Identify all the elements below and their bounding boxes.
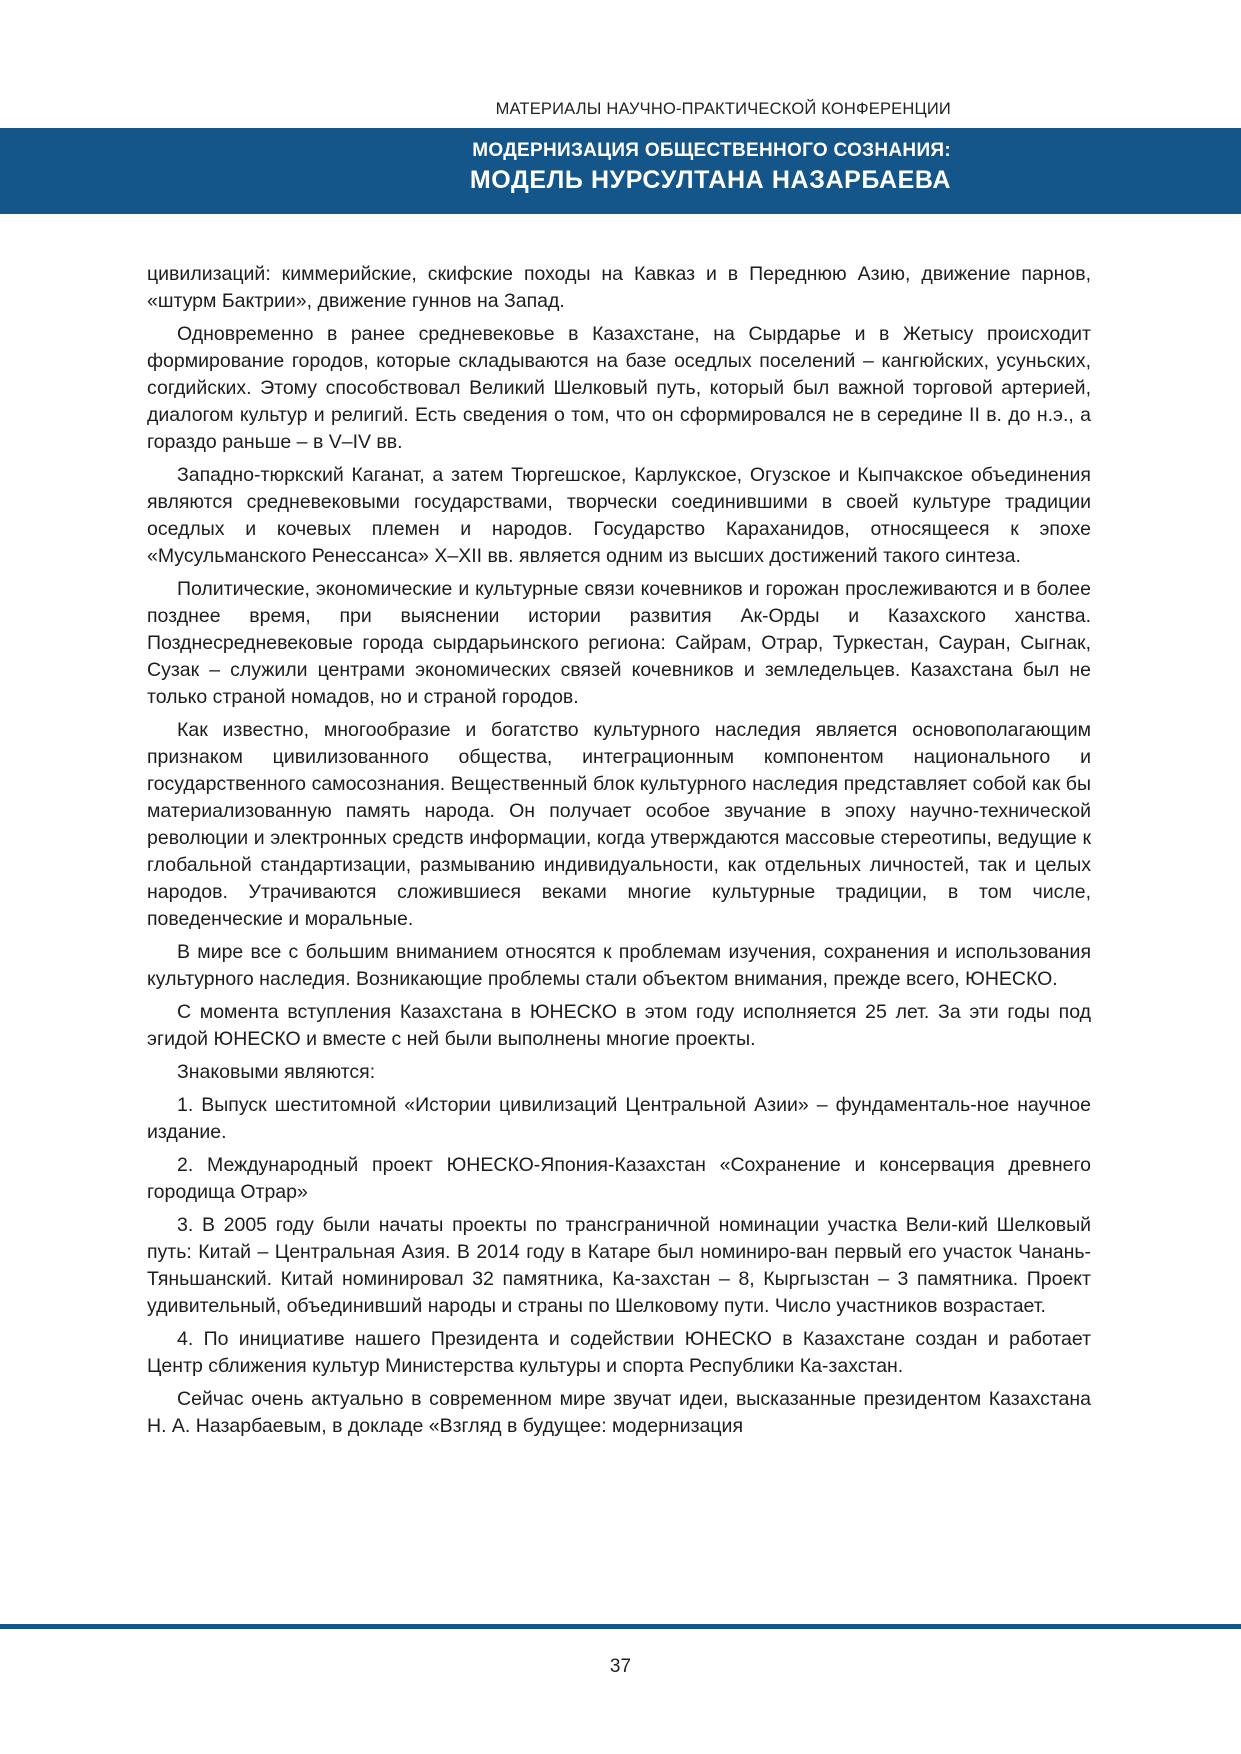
paragraph: Западно-тюркский Каганат, а затем Тюргешское, Карлукское, Огузское и Кыпчакское объединения являются средневековыми государствами, творчески соединившими в своей культуре традиции оседлых и кочевых племен и народов. Государство Караханидов, относящееся к эпохе «Мусульманского Ренессанса» X–XII вв. является одним из высших достижений такого синтеза. <box>147 464 1091 567</box>
paragraph: цивилизаций: киммерийские, скифские походы на Кавказ и в Переднюю Азию, движение парнов, «штурм Бактрии», движение гуннов на Запад. <box>147 263 1091 312</box>
paragraph: В мире все с большим вниманием относятся к проблемам изучения, сохранения и использования культурного наследия. Возникающие проблемы стали объектом внимания, прежде всего, ЮНЕСКО. <box>147 941 1091 990</box>
paragraph: Одновременно в ранее средневековье в Казахстане, на Сырдарье и в Жетысу происходит формирование городов, которые складываются на базе оседлых поселений – кангюйских, усуньских, согдийских. Этому способствовал Великий Шелковый путь, который был важной торговой артерией, диалогом культур и религий. Есть сведения о том, что он сформировался не в середине II в. до н.э., а гораздо раньше – в V–IV вв. <box>147 323 1091 453</box>
paragraph: Сейчас очень актуально в современном мире звучат идеи, высказанные президентом Казахстана Н. А. Назарбаевым, в докладе «Взгляд в будущее: модернизация <box>147 1388 1091 1437</box>
list-item: 3. В 2005 году были начаты проекты по трансграничной номинации участка Вели-кий Шелковый путь: Китай – Центральная Азия. В 2014 году в Катаре был номиниро-ван первый его участок Чанань-Тяньшанский. Китай номинировал 32 памятника, Ка-захстан – 8, Кыргызстан – 3 памятника. Проект удивительный, объединивший народы и страны по Шелковому пути. Число участников возрастает. <box>147 1214 1091 1317</box>
body-text <box>147 261 1091 1446</box>
list-item: 2. Международный проект ЮНЕСКО-Япония-Казахстан «Сохранение и консервация древнего городища Отрар» <box>147 1154 1091 1203</box>
page-number: 37 <box>609 1656 632 1677</box>
banner-title: МОДЕЛЬ НУРСУЛТАНА НАЗАРБАЕВА <box>469 166 951 194</box>
banner-subtitle: МОДЕРНИЗАЦИЯ ОБЩЕСТВЕННОГО СОЗНАНИЯ: <box>472 140 951 161</box>
running-head: МАТЕРИАЛЫ НАУЧНО-ПРАКТИЧЕСКОЙ КОНФЕРЕНЦИИ <box>495 100 951 118</box>
paragraph: Политические, экономические и культурные связи кочевников и горожан прослеживаются и в более позднее время, при выяснении истории развития Ак-Орды и Казахского ханства. Позднесредневековые города сырдарьинского региона: Сайрам, Отрар, Туркестан, Сауран, Сыгнак, Сузак – служили центрами экономических связей кочевников и земледельцев. Казахстана был не только страной номадов, но и страной городов. <box>147 578 1091 708</box>
list-item: 1. Выпуск шеститомной «Истории цивилизаций Центральной Азии» – фундаменталь-ное научное издание. <box>147 1094 1091 1143</box>
footer-rule <box>0 1624 1241 1629</box>
paragraph: Как известно, многообразие и богатство культурного наследия является основополагающим признаком цивилизованного общества, интеграционным компонентом национального и государственного самосознания. Вещественный блок культурного наследия представляет собой как бы материализованную память народа. Он получает особое звучание в эпоху научно-технической революции и электронных средств информации, когда утверждаются массовые стереотипы, ведущие к глобальной стандартизации, размыванию индивидуальности, как отдельных личностей, так и целых народов. Утрачиваются сложившиеся веками многие культурные традиции, в том числе, поведенческие и моральные. <box>147 719 1091 930</box>
paragraph: Знаковыми являются: <box>177 1061 376 1083</box>
list-item: 4. По инициативе нашего Президента и содействии ЮНЕСКО в Казахстане создан и работает Центр сближения культур Министерства культуры и спорта Республики Ка-захстан. <box>147 1328 1091 1377</box>
paragraph: С момента вступления Казахстана в ЮНЕСКО в этом году исполняется 25 лет. За эти годы под эгидой ЮНЕСКО и вместе с ней были выполнены многие проекты. <box>147 1001 1091 1050</box>
